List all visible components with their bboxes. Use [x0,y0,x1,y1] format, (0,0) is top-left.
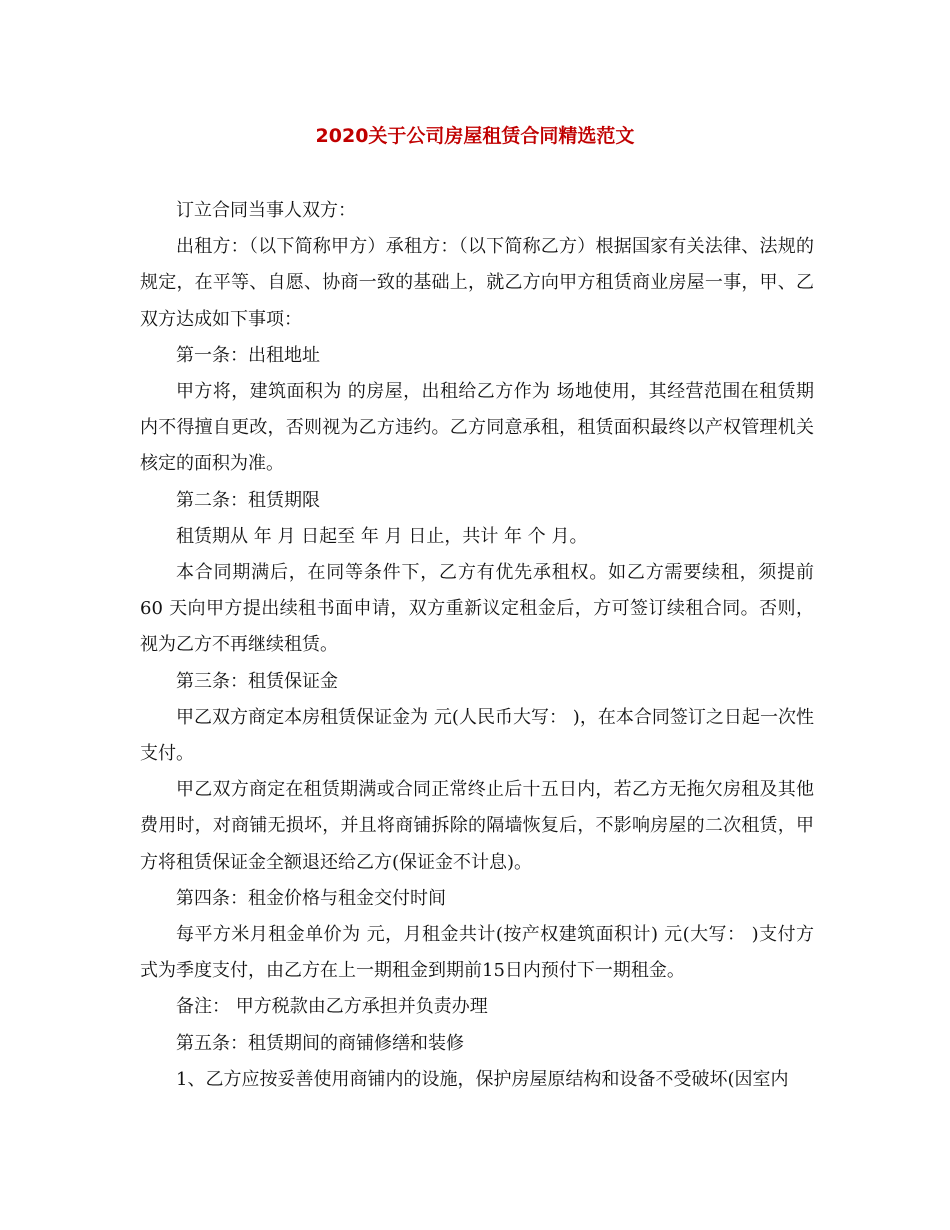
article-2-renewal: 本合同期满后，在同等条件下，乙方有优先承租权。如乙方需要续租，须提前 60 天向甲方提出续租书面申请，双方重新议定租金后，方可签订续租合同。否则，视为乙方不再继续租赁。 [140,562,814,656]
article-2-term: 租赁期从 年 月 日起至 年 月 日止，共计 年 个 月。 [176,525,588,547]
paragraph-parties-intro: 出租方：（以下简称甲方）承租方：（以下简称乙方）根据国家有关法律、法规的规定，在平等、自愿、协商一致的基础上，就乙方向甲方租赁商业房屋一事，甲、乙双方达成如下事项： [140,236,814,330]
article-4-heading: 第四条：租金价格与租金交付时间 [176,887,446,909]
article-1-heading: 第一条：出租地址 [176,344,320,366]
document-body [140,193,814,1098]
article-5-item-1: 1、乙方应按妥善使用商铺内的设施，保护房屋原结构和设备不受破坏(因室内 [176,1068,789,1090]
article-5-heading: 第五条：租赁期间的商铺修缮和装修 [176,1032,464,1054]
article-3-deposit: 甲乙双方商定本房租赁保证金为 元(人民币大写： )，在本合同签订之日起一次性支付。 [140,706,814,765]
article-3-heading: 第三条：租赁保证金 [176,670,338,692]
article-1-body: 甲方将，建筑面积为 的房屋，出租给乙方作为 场地使用，其经营范围在租赁期内不得擅自更改，否则视为乙方违约。乙方同意承租，租赁面积最终以产权管理机关核定的面积为准。 [140,381,814,475]
article-4-rent: 每平方米月租金单价为 元，月租金共计(按产权建筑面积计) 元(大写： )支付方式为季度支付，由乙方在上一期租金到期前15日内预付下一期租金。 [140,924,814,982]
article-2-heading: 第二条：租赁期限 [176,489,320,511]
article-4-note: 备注： 甲方税款由乙方承担并负责办理 [176,996,488,1018]
article-3-refund: 甲乙双方商定在租赁期满或合同正常终止后十五日内，若乙方无拖欠房租及其他费用时，对商铺无损坏，并且将商铺拆除的隔墙恢复后，不影响房屋的二次租赁，甲方将租赁保证金全额退还给乙方(保证金不计息)。 [140,779,814,873]
document-title: 2020关于公司房屋租赁合同精选范文 [315,125,635,147]
paragraph-parties-heading: 订立合同当事人双方： [176,200,356,221]
